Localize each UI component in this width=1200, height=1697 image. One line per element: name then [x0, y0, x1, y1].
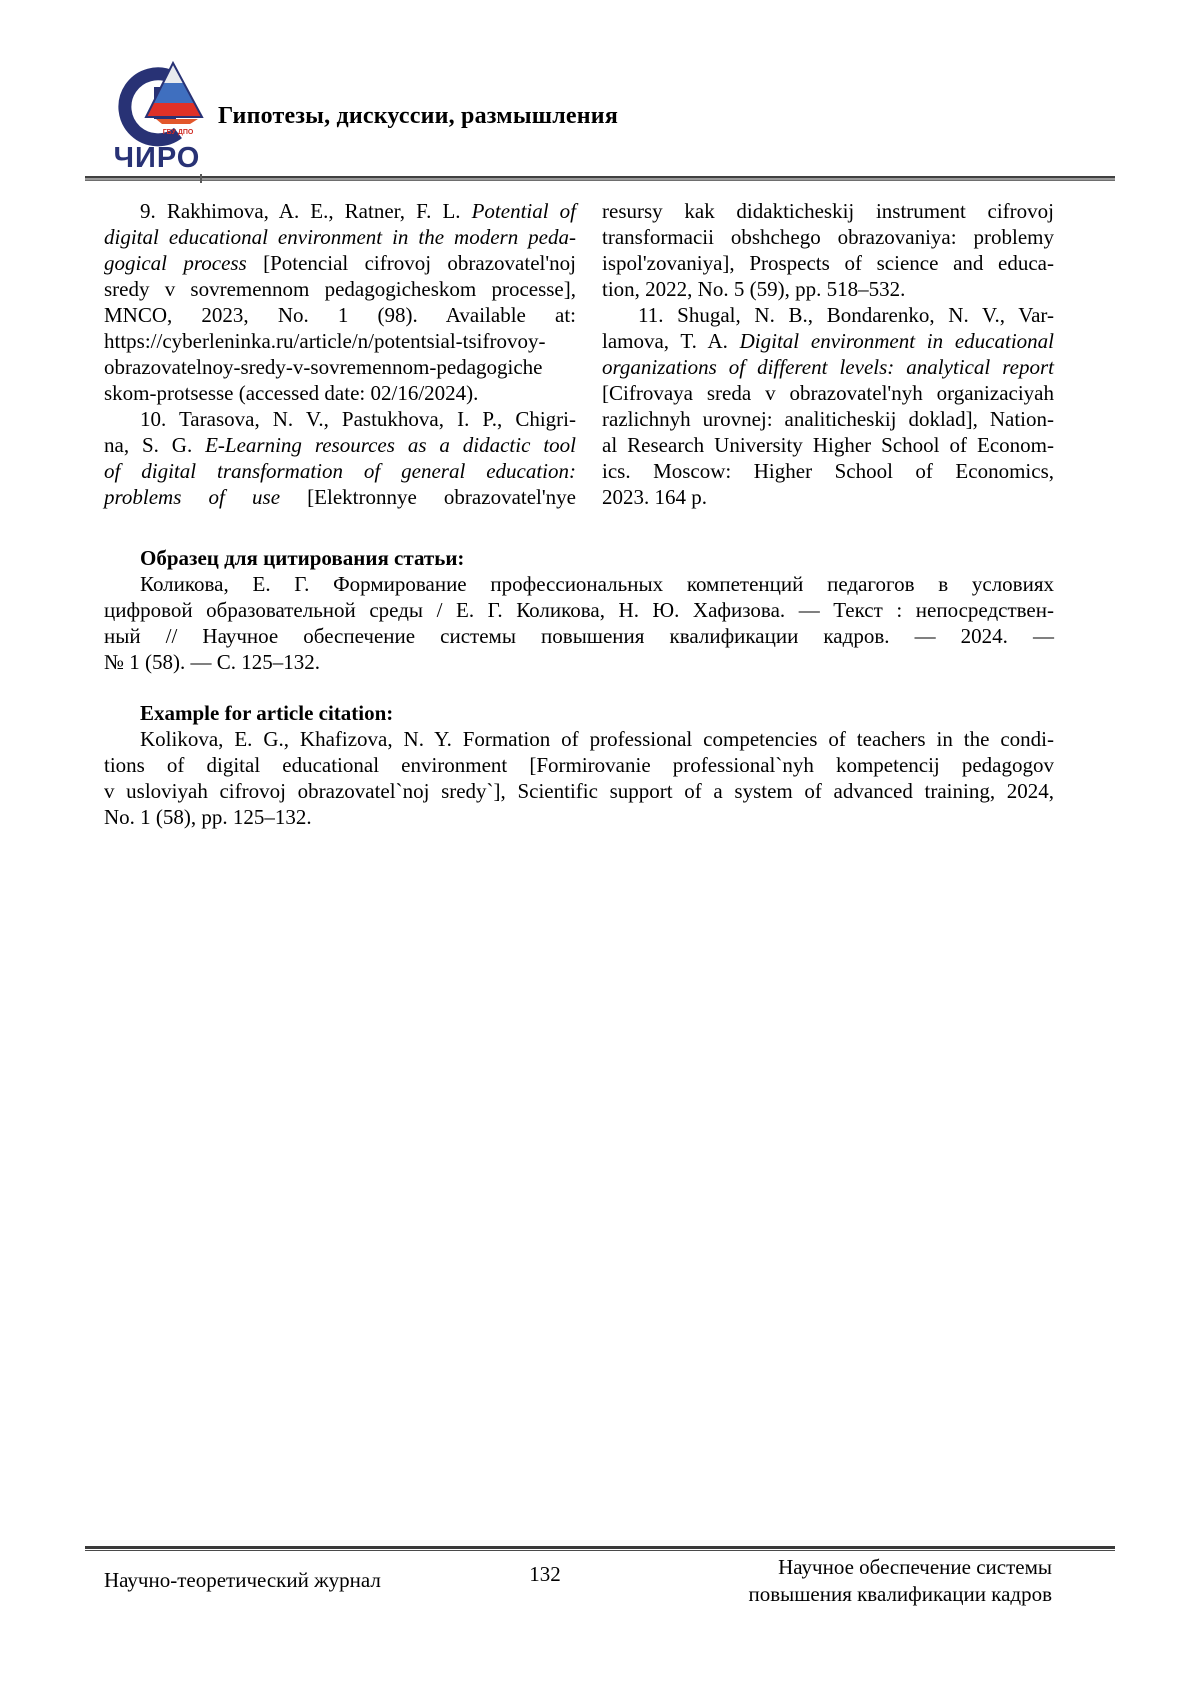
reference-line: na, S. G. E-Learning resources as a didactic tool	[104, 433, 576, 457]
citation-ru-body	[104, 571, 1054, 675]
reference-line: skom-protsesse (accessed date: 02/16/2024).	[104, 381, 479, 405]
citation-en-heading: Example for article citation:	[140, 701, 394, 725]
reference-line: https://cyberleninka.ru/article/n/potentsial-tsifrovoy-	[104, 329, 546, 353]
reference-line: 9. Rakhimova, A. E., Ratner, F. L. Potential of	[140, 199, 576, 223]
citation-example-ru	[104, 545, 1054, 675]
reference-line: organizations of different levels: analytical report	[602, 355, 1054, 379]
citation-ru-line: ный // Научное обеспечение системы повышения квалификации кадров. — 2024. —	[104, 624, 1054, 648]
logo-org-type: ГБУ ДПО	[162, 129, 194, 136]
reference-line: of digital transformation of general education:	[104, 459, 576, 483]
citation-en-line: v usloviyah cifrovoj obrazovatel`noj sredy`], Scientific support of a system of advanced training, 2024,	[104, 779, 1054, 803]
reference-line: obrazovatelnoy-sredy-v-sovremennom-pedagogiche	[104, 355, 543, 379]
footer-journal-title-line2: повышения квалификации кадров	[748, 1582, 1052, 1606]
header-rule	[85, 176, 1115, 181]
footer-journal-title	[650, 1554, 1052, 1608]
reference-line: 11. Shugal, N. B., Bondarenko, N. V., Var-	[638, 303, 1054, 327]
reference-line: digital educational environment in the modern peda-	[104, 225, 576, 249]
reference-line: transformacii obshchego obrazovaniya: problemy	[602, 225, 1054, 249]
reference-line: razlichnyh urovnej: analiticheskij doklad], Nation-	[602, 407, 1054, 431]
reference-line: resursy kak didakticheskij instrument cifrovoj	[602, 199, 1054, 223]
reference-line: MNCO, 2023, No. 1 (98). Available at:	[104, 303, 576, 327]
citation-en-line: Kolikova, E. G., Khafizova, N. Y. Formation of professional competencies of teachers in the condi-	[140, 727, 1054, 751]
citation-en-line: tions of digital educational environment [Formirovanie professional`nyh kompetencij pedagogov	[104, 753, 1054, 777]
reference-line: [Cifrovaya sreda v obrazovatel'nyh organizaciyah	[602, 381, 1054, 405]
reference-line: gogical process [Potencial cifrovoj obrazovatel'noj	[104, 251, 576, 275]
citation-en-body	[104, 726, 1054, 830]
citation-en-line: No. 1 (58), pp. 125–132.	[104, 805, 312, 829]
logo-base-strip	[156, 119, 198, 124]
reference-line: ispol'zovaniya], Prospects of science and educa-	[602, 251, 1054, 275]
reference-line: tion, 2022, No. 5 (59), pp. 518–532.	[602, 277, 906, 301]
reference-line: 2023. 164 p.	[602, 485, 707, 509]
footer-rule	[85, 1546, 1115, 1551]
logo-abbr: ЧИРО	[113, 142, 201, 172]
header-rule-tick	[200, 174, 202, 183]
citation-ru-heading: Образец для цитирования статьи:	[140, 546, 465, 570]
citation-ru-line: № 1 (58). — С. 125–132.	[104, 650, 321, 674]
citation-example-en	[104, 700, 1054, 830]
reference-line: sredy v sovremennom pedagogicheskom processe],	[104, 277, 576, 301]
citation-ru-line: цифровой образовательной среды / Е. Г. Коликова, Н. Ю. Хафизова. — Текст : непосредствен-	[104, 598, 1054, 622]
references-left-column	[104, 198, 576, 510]
reference-line: al Research University Higher School of Econom-	[602, 433, 1054, 457]
reference-line: lamova, T. A. Digital environment in educational	[602, 329, 1054, 353]
references-section	[104, 198, 1054, 510]
section-title: Гипотезы, дискуссии, размышления	[218, 103, 619, 129]
reference-line: ics. Moscow: Higher School of Economics,	[602, 459, 1054, 483]
references-right-column	[602, 198, 1054, 510]
logo-sail-red	[146, 103, 202, 117]
citation-ru-line: Коликова, Е. Г. Формирование профессиональных компетенций педагогов в условиях	[140, 572, 1054, 596]
page-number: 132	[529, 1562, 561, 1586]
reference-line: problems of use [Elektronnye obrazovatel'nye	[104, 485, 576, 509]
reference-line: 10. Tarasova, N. V., Pastukhova, I. P., Chigri-	[140, 407, 576, 431]
chiro-logo	[110, 57, 210, 172]
footer-journal-title-line1: Научное обеспечение системы	[778, 1555, 1052, 1579]
footer-journal-type: Научно-теоретический журнал	[104, 1568, 381, 1592]
